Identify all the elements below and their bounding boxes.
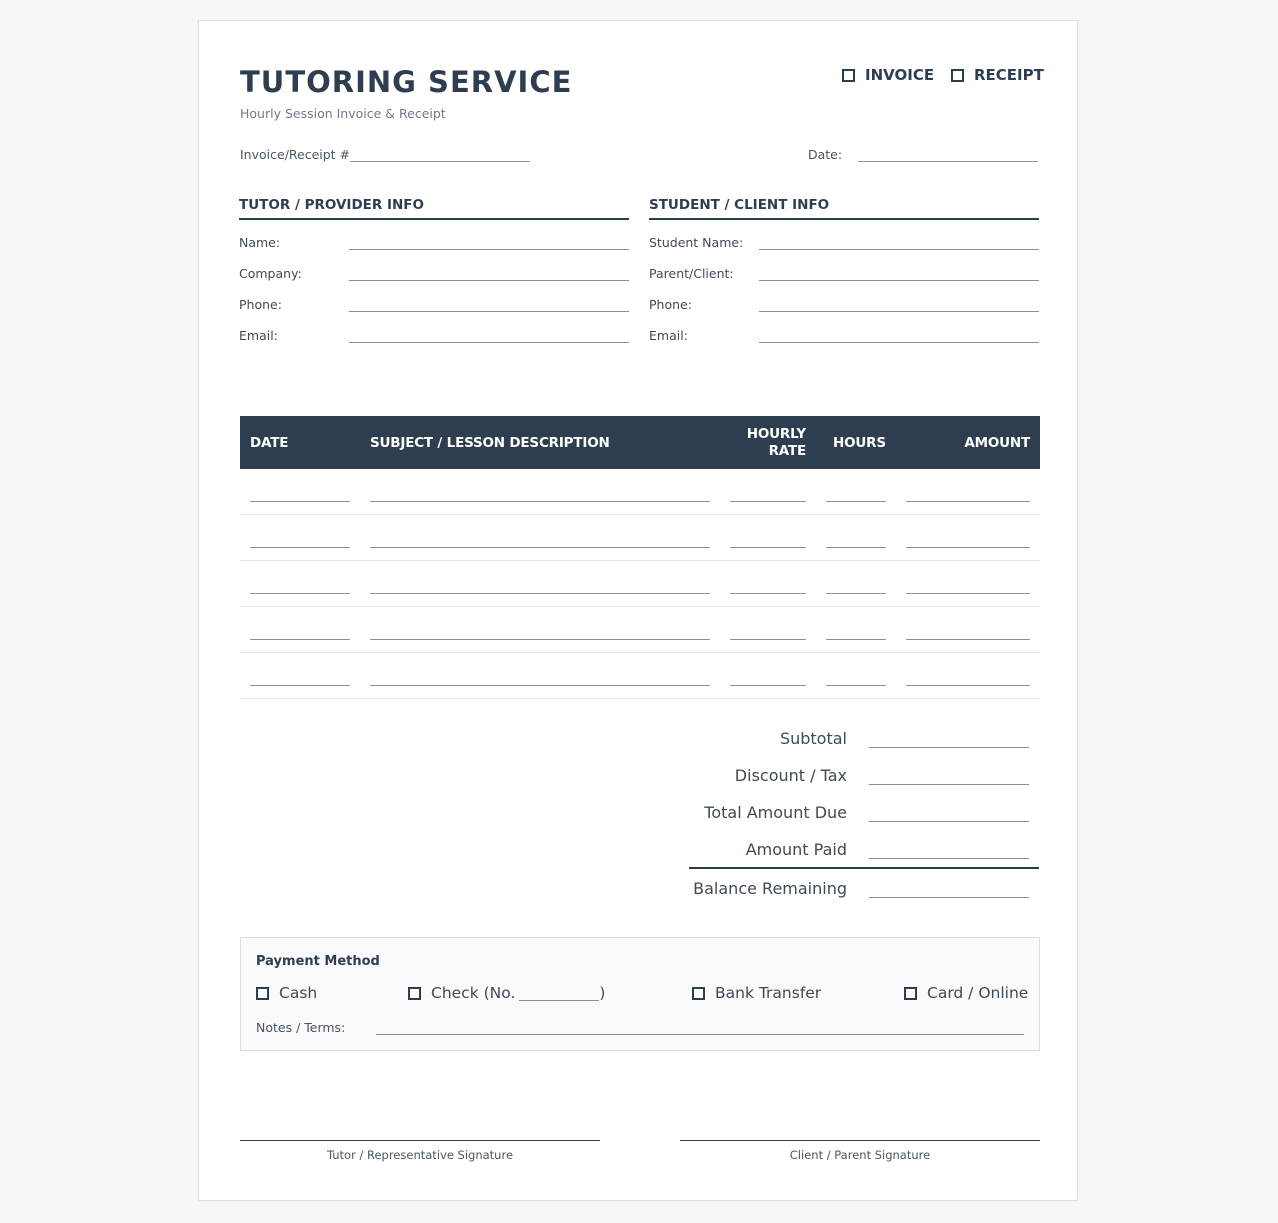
tutor-email-label: Email:: [239, 328, 278, 343]
amount-cell-field[interactable]: [906, 639, 1030, 640]
tutor-phone-field[interactable]: [349, 311, 629, 312]
invoice-checkbox-option[interactable]: [842, 66, 934, 84]
amount-cell-field[interactable]: [906, 501, 1030, 502]
card-checkbox[interactable]: [904, 987, 917, 1000]
hours-cell-field[interactable]: [826, 685, 886, 686]
bank-transfer-label: Bank Transfer: [715, 984, 822, 1002]
rate-cell-field[interactable]: [730, 501, 806, 502]
payment-option-cash[interactable]: [256, 984, 317, 1002]
table-row: [240, 653, 1040, 699]
student-name-field[interactable]: [759, 249, 1039, 250]
student-email-field[interactable]: [759, 342, 1039, 343]
rate-cell-field[interactable]: [730, 639, 806, 640]
card-label: Card / Online: [927, 984, 1029, 1002]
total-due-field[interactable]: [869, 821, 1029, 822]
table-row: [240, 469, 1040, 515]
receipt-label: RECEIPT: [974, 66, 1044, 84]
student-info-title: STUDENT / CLIENT INFO: [649, 197, 830, 213]
hours-cell-field[interactable]: [826, 547, 886, 548]
date-label: Date:: [808, 147, 843, 162]
balance-remaining-field[interactable]: [869, 897, 1029, 898]
amount-cell-field[interactable]: [906, 547, 1030, 548]
receipt-checkbox[interactable]: [951, 69, 964, 82]
discount-tax-label: Discount / Tax: [734, 766, 847, 785]
balance-remaining-label: Balance Remaining: [693, 879, 847, 898]
column-header-date: DATE: [250, 435, 289, 451]
tutor-name-label: Name:: [239, 235, 281, 250]
rate-cell-field[interactable]: [730, 685, 806, 686]
sessions-table-header: [240, 416, 1040, 469]
invoice-label: INVOICE: [865, 66, 935, 84]
table-row: [240, 561, 1040, 607]
subject-cell-field[interactable]: [370, 639, 710, 640]
document-subtitle: Hourly Session Invoice & Receipt: [240, 106, 446, 121]
check-label-close: ): [599, 984, 606, 1002]
parent-client-label: Parent/Client:: [649, 266, 734, 281]
document-title: TUTORING SERVICE: [240, 65, 573, 99]
table-row: [240, 515, 1040, 561]
tutor-company-field[interactable]: [349, 280, 629, 281]
payment-method-panel: [240, 937, 1040, 1051]
invoice-number-field[interactable]: [350, 161, 530, 162]
client-signature-label: Client / Parent Signature: [789, 1148, 931, 1162]
subtotal-label: Subtotal: [779, 729, 847, 748]
check-checkbox[interactable]: [408, 987, 421, 1000]
student-info-rule: [649, 218, 1039, 220]
student-phone-label: Phone:: [649, 297, 692, 312]
tutor-email-field[interactable]: [349, 342, 629, 343]
subject-cell-field[interactable]: [370, 501, 710, 502]
payment-option-bank-transfer[interactable]: [692, 984, 821, 1002]
column-header-amount: AMOUNT: [964, 435, 1030, 451]
date-cell-field[interactable]: [250, 685, 350, 686]
date-cell-field[interactable]: [250, 547, 350, 548]
column-header-subject: SUBJECT / LESSON DESCRIPTION: [370, 435, 610, 451]
column-header-rate-line1: HOURLY: [746, 426, 806, 442]
check-number-field[interactable]: [519, 986, 599, 1001]
amount-cell-field[interactable]: [906, 685, 1030, 686]
notes-terms-label: Notes / Terms:: [256, 1020, 346, 1035]
invoice-number-label: Invoice/Receipt #: [240, 147, 351, 162]
payment-method-title: Payment Method: [256, 954, 380, 969]
subject-cell-field[interactable]: [370, 547, 710, 548]
tutor-phone-label: Phone:: [239, 297, 282, 312]
notes-terms-field[interactable]: [376, 1034, 1024, 1035]
date-cell-field[interactable]: [250, 501, 350, 502]
tutor-signature-line[interactable]: [240, 1140, 600, 1141]
rate-cell-field[interactable]: [730, 547, 806, 548]
subject-cell-field[interactable]: [370, 593, 710, 594]
tutor-info-title: TUTOR / PROVIDER INFO: [239, 197, 424, 213]
cash-label: Cash: [279, 984, 318, 1002]
discount-tax-field[interactable]: [869, 784, 1029, 785]
table-row: [240, 607, 1040, 653]
totals-divider: [689, 867, 1039, 869]
date-field[interactable]: [858, 161, 1038, 162]
amount-paid-label: Amount Paid: [745, 840, 847, 859]
payment-option-check[interactable]: [408, 984, 605, 1002]
check-label: Check (No.: [431, 984, 516, 1002]
tutor-company-label: Company:: [239, 266, 302, 281]
hours-cell-field[interactable]: [826, 639, 886, 640]
tutor-info-rule: [239, 218, 629, 220]
tutor-signature-label: Tutor / Representative Signature: [326, 1148, 514, 1162]
total-due-label: Total Amount Due: [704, 803, 847, 822]
hours-cell-field[interactable]: [826, 501, 886, 502]
amount-cell-field[interactable]: [906, 593, 1030, 594]
student-name-label: Student Name:: [649, 235, 744, 250]
student-email-label: Email:: [649, 328, 688, 343]
column-header-hours: HOURS: [833, 435, 886, 451]
tutor-name-field[interactable]: [349, 249, 629, 250]
hours-cell-field[interactable]: [826, 593, 886, 594]
cash-checkbox[interactable]: [256, 987, 269, 1000]
subtotal-field[interactable]: [869, 747, 1029, 748]
subject-cell-field[interactable]: [370, 685, 710, 686]
parent-client-field[interactable]: [759, 280, 1039, 281]
student-phone-field[interactable]: [759, 311, 1039, 312]
invoice-checkbox[interactable]: [842, 69, 855, 82]
date-cell-field[interactable]: [250, 593, 350, 594]
amount-paid-field[interactable]: [869, 858, 1029, 859]
payment-option-card[interactable]: [904, 984, 1028, 1002]
column-header-rate-line2: RATE: [768, 443, 806, 459]
bank-transfer-checkbox[interactable]: [692, 987, 705, 1000]
rate-cell-field[interactable]: [730, 593, 806, 594]
receipt-checkbox-option[interactable]: [951, 66, 1044, 84]
invoice-page: [198, 20, 1078, 1201]
client-signature-line[interactable]: [680, 1140, 1040, 1141]
date-cell-field[interactable]: [250, 639, 350, 640]
